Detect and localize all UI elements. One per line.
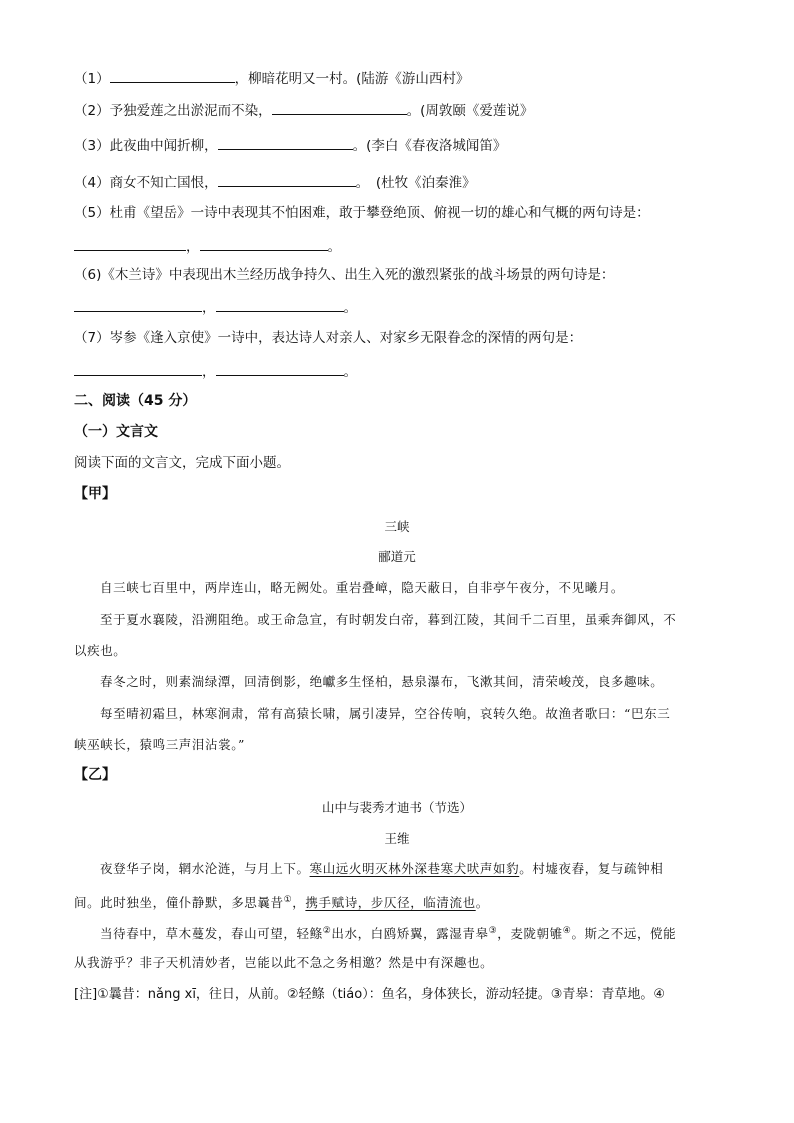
section-subheading-classical: （一）文言文 — [74, 424, 158, 440]
footnote-marker: ③ — [488, 926, 498, 936]
question-7-answer: ， 。 — [74, 361, 357, 381]
label-yi: 【乙】 — [74, 767, 116, 783]
answer-blank[interactable] — [216, 361, 344, 376]
jia-title: 三峡 — [384, 519, 410, 534]
answer-blank[interactable] — [216, 297, 344, 312]
underlined-sentence: 携手赋诗，步仄径，临清流也 — [305, 895, 476, 911]
question-3: （3）此夜曲中闻折柳， 。(李白《春夜洛城闻笛》 — [74, 135, 506, 155]
question-5: （5）杜甫《望岳》一诗中表现其不怕困难，敢于攀登绝顶、俯视一切的雄心和气概的两句诗是： — [74, 205, 650, 221]
jia-paragraph-3: 春冬之时，则素湍绿潭，回清倒影，绝巘多生怪柏，悬泉瀑布，飞漱其间，清荣峻茂，良多趣味。 — [100, 674, 664, 689]
jia-paragraph-2-cont: 以疾也。 — [74, 643, 127, 658]
yi-paragraph-2: 当待春中，草木蔓发，春山可望，轻鲦②出水，白鸥矫翼，露湿青皋③，麦陇朝雊④。斯之不远，傥能 — [100, 926, 677, 942]
answer-blank[interactable] — [74, 361, 202, 376]
question-7: （7）岑参《逢入京使》一诗中，表达诗人对亲人、对家乡无限眷念的深情的两句是： — [74, 330, 583, 346]
q1-suffix: ，柳暗花明又一村。(陆游《游山西村》 — [234, 71, 470, 87]
question-4: （4）商女不知亡国恨， 。 (杜牧《泊秦淮》 — [74, 172, 476, 192]
answer-blank[interactable] — [218, 172, 356, 187]
answer-blank[interactable] — [110, 68, 235, 83]
question-6: （6)《木兰诗》中表现出木兰经历战争持久、出生入死的激烈紧张的战斗场景的两句诗是： — [74, 267, 615, 283]
instruction: 阅读下面的文言文，完成下面小题。 — [74, 455, 290, 471]
answer-blank[interactable] — [218, 135, 353, 150]
yi-title: 山中与裴秀才迪书（节选） — [321, 800, 472, 815]
yi-paragraph-1: 夜登华子岗，辋水沦涟，与月上下。寒山远火明灭林外深巷寒犬吠声如豹。村墟夜舂，复与疏钟相 — [100, 861, 664, 876]
jia-paragraph-2: 至于夏水襄陵，沿溯阻绝。或王命急宣，有时朝发白帝，暮到江陵，其间千二百里，虽乘奔御风，不 — [100, 612, 677, 627]
yi-paragraph-1-cont: 间。此时独坐，僮仆静默，多思曩昔①，携手赋诗，步仄径，临清流也。 — [74, 895, 489, 911]
footnote-marker: ④ — [562, 926, 572, 936]
question-1 — [74, 68, 469, 88]
jia-paragraph-4-cont: 峡巫峡长，猿鸣三声泪沾裳。” — [74, 737, 246, 752]
answer-blank[interactable] — [74, 236, 186, 251]
question-2: （2）予独爱莲之出淤泥而不染， 。(周敦颐《爱莲说》 — [74, 100, 533, 120]
footnotes: [注]①曩昔：nǎng xī，往日，从前。②轻鲦（tiáo）：鱼名，身体狭长，游动轻捷。③青皋：青草地。④ — [74, 987, 666, 1002]
label-jia: 【甲】 — [74, 486, 116, 502]
footnote-marker: ② — [322, 926, 332, 936]
q1-prefix: （1） — [74, 71, 110, 87]
underlined-sentence: 寒山远火明灭林外深巷寒犬吠声如豹 — [309, 861, 520, 876]
footnote-marker: ① — [283, 895, 293, 905]
yi-author: 王维 — [384, 831, 410, 846]
jia-author: 郦道元 — [378, 549, 416, 564]
question-5-answer: ， 。 — [74, 236, 341, 256]
answer-blank[interactable] — [200, 236, 328, 251]
question-6-answer: ， 。 — [74, 297, 357, 317]
section-heading-reading: 二、阅读（45 分） — [74, 393, 197, 409]
answer-blank[interactable] — [74, 297, 202, 312]
answer-blank[interactable] — [272, 100, 407, 115]
jia-paragraph-1: 自三峡七百里中，两岸连山，略无阙处。重岩叠嶂，隐天蔽日，自非亭午夜分，不见曦月。 — [100, 580, 625, 595]
yi-paragraph-2-cont: 从我游乎？非子天机清妙者，岂能以此不急之务相邀？然是中有深趣也。 — [74, 955, 494, 970]
jia-paragraph-4: 每至晴初霜旦，林寒涧肃，常有高猿长啸，属引凄异，空谷传响，哀转久绝。故渔者歌曰：“巴东三 — [100, 706, 671, 721]
